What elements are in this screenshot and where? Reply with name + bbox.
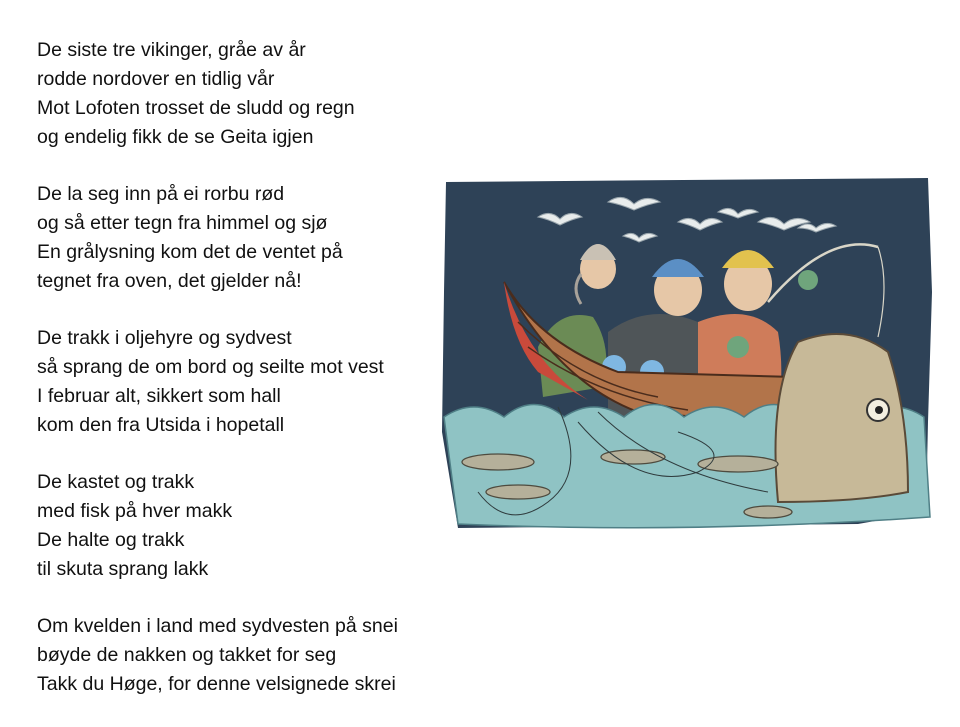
poem-line: De la seg inn på ei rorbu rød (37, 183, 285, 205)
poem-stanza (37, 612, 457, 699)
poem-line: De kastet og trakk (37, 471, 195, 493)
poem-line: Om kvelden i land med sydvesten på snei (37, 615, 398, 637)
poem-line: Takk du Høge, for denne velsignede skrei (37, 673, 396, 695)
poem-text (37, 36, 457, 727)
poem-line: I februar alt, sikkert som hall (37, 385, 281, 407)
poem-line: med fisk på hver makk (37, 500, 233, 522)
poem-line: og så etter tegn fra himmel og sjø (37, 212, 328, 234)
poem-line: En grålysning kom det de ventet på (37, 241, 343, 263)
poem-line: De trakk i oljehyre og sydvest (37, 327, 292, 349)
poem-stanza (37, 36, 457, 152)
poem-stanza (37, 324, 457, 440)
big-fish (776, 334, 909, 502)
fishermen-illustration (438, 172, 938, 546)
poem-stanza (37, 468, 457, 584)
poem-stanza (37, 180, 457, 296)
poem-line: Mot Lofoten trosset de sludd og regn (37, 97, 355, 119)
poem-line: bøyde de nakken og takket for seg (37, 644, 337, 666)
poem-line: og endelig fikk de se Geita igjen (37, 126, 314, 148)
poem-line: De halte og trakk (37, 529, 185, 551)
poem-line: så sprang de om bord og seilte mot vest (37, 356, 384, 378)
illustration-svg (438, 172, 938, 546)
poem-line: rodde nordover en tidlig vår (37, 68, 275, 90)
poem-line: til skuta sprang lakk (37, 558, 209, 580)
poem-line: De siste tre vikinger, gråe av år (37, 39, 306, 61)
poem-line: kom den fra Utsida i hopetall (37, 414, 285, 436)
poem-line: tegnet fra oven, det gjelder nå! (37, 270, 302, 292)
